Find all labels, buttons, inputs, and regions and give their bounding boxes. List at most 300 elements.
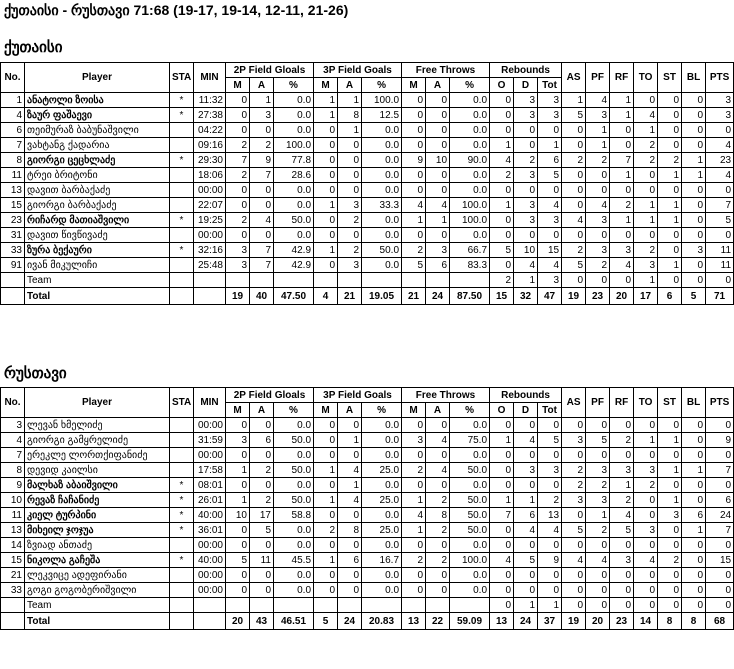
empty-cell	[450, 273, 490, 288]
empty-cell	[402, 273, 426, 288]
stat-p3: 25.0	[362, 463, 402, 478]
stat-mft: 0	[402, 168, 426, 183]
player-row	[1, 138, 734, 153]
stat-p3: 0.0	[362, 583, 402, 598]
total-stat-pft: 87.50	[450, 288, 490, 305]
player-number: 33	[1, 583, 25, 598]
stat-m2: 2	[226, 138, 250, 153]
stat-aft: 0	[426, 108, 450, 123]
stat-st: 0	[658, 93, 682, 108]
stat-a3: 3	[338, 258, 362, 273]
stat-pf: 1	[586, 123, 610, 138]
stat-p3: 0.0	[362, 123, 402, 138]
subheader-total: Tot	[538, 78, 562, 93]
empty-cell	[426, 598, 450, 613]
stat-aft: 8	[426, 508, 450, 523]
stat-d: 0	[514, 138, 538, 153]
stat-tot: 9	[538, 553, 562, 568]
header-row	[1, 63, 734, 78]
stat-aft: 0	[426, 568, 450, 583]
stat-to: 0	[634, 448, 658, 463]
stat-pts: 7	[706, 463, 734, 478]
stat-tot: 0	[538, 583, 562, 598]
stat-p3: 0.0	[362, 538, 402, 553]
stat-m3: 0	[314, 448, 338, 463]
starter-mark: *	[170, 243, 194, 258]
stat-st: 1	[658, 493, 682, 508]
stat-to: 3	[634, 523, 658, 538]
team-stat-st: 0	[658, 598, 682, 613]
player-name: კიელ ტურპინი	[25, 508, 170, 523]
stat-tot: 0	[538, 448, 562, 463]
subheader-total: Tot	[538, 403, 562, 418]
stat-st: 0	[658, 448, 682, 463]
stat-p2: 0.0	[274, 448, 314, 463]
stat-st: 2	[658, 553, 682, 568]
stat-p3: 0.0	[362, 228, 402, 243]
stat-a2: 5	[250, 523, 274, 538]
stat-p2: 50.0	[274, 433, 314, 448]
stat-p2: 0.0	[274, 418, 314, 433]
player-number: 9	[1, 478, 25, 493]
stat-o: 1	[490, 493, 514, 508]
stat-st: 1	[658, 463, 682, 478]
stat-tot: 4	[538, 258, 562, 273]
stat-pf: 4	[586, 198, 610, 213]
stat-aft: 3	[426, 243, 450, 258]
stat-as: 3	[562, 493, 586, 508]
empty-cell	[362, 598, 402, 613]
stat-rf: 1	[610, 478, 634, 493]
stat-pts: 5	[706, 213, 734, 228]
total-stat-st: 6	[658, 288, 682, 305]
minutes: 00:00	[194, 183, 226, 198]
stat-as: 2	[562, 463, 586, 478]
stat-d: 3	[514, 168, 538, 183]
stat-a3: 0	[338, 138, 362, 153]
subheader-attempted: A	[426, 403, 450, 418]
stat-o: 0	[490, 228, 514, 243]
stat-m3: 0	[314, 228, 338, 243]
team-stat-pts: 0	[706, 598, 734, 613]
stat-mft: 1	[402, 493, 426, 508]
stat-rf: 1	[610, 108, 634, 123]
stat-o: 0	[490, 538, 514, 553]
minutes: 31:59	[194, 433, 226, 448]
stat-pft: 100.0	[450, 198, 490, 213]
stat-p2: 0.0	[274, 538, 314, 553]
stat-pts: 15	[706, 553, 734, 568]
stat-p3: 33.3	[362, 198, 402, 213]
stat-a2: 6	[250, 433, 274, 448]
stat-p2: 28.6	[274, 168, 314, 183]
stat-pft: 0.0	[450, 138, 490, 153]
player-number: 4	[1, 108, 25, 123]
stat-pf: 0	[586, 583, 610, 598]
empty-cell	[1, 273, 25, 288]
stat-to: 0	[634, 568, 658, 583]
stat-to: 0	[634, 228, 658, 243]
stat-o: 0	[490, 448, 514, 463]
stat-pf: 0	[586, 448, 610, 463]
stat-m3: 0	[314, 583, 338, 598]
col-header-ft: Free Throws	[402, 388, 490, 403]
stat-pf: 2	[586, 153, 610, 168]
col-header-min: MIN	[194, 388, 226, 418]
stat-m3: 0	[314, 478, 338, 493]
player-name: დავით ბარბაქაძე	[25, 183, 170, 198]
stat-pft: 50.0	[450, 463, 490, 478]
stat-p3: 0.0	[362, 433, 402, 448]
col-header-no: No.	[1, 63, 25, 93]
stat-d: 3	[514, 108, 538, 123]
stat-mft: 0	[402, 183, 426, 198]
col-header-bl: BL	[682, 63, 706, 93]
player-number: 8	[1, 153, 25, 168]
stat-pft: 0.0	[450, 448, 490, 463]
stat-mft: 3	[402, 433, 426, 448]
stat-bl: 0	[682, 213, 706, 228]
empty-cell	[426, 273, 450, 288]
player-row	[1, 108, 734, 123]
starter-mark	[170, 138, 194, 153]
stat-p3: 25.0	[362, 493, 402, 508]
stat-aft: 2	[426, 493, 450, 508]
team-stat-as: 0	[562, 598, 586, 613]
stat-rf: 1	[610, 93, 634, 108]
stat-aft: 0	[426, 228, 450, 243]
total-stat-p2: 46.51	[274, 613, 314, 630]
stat-p3: 0.0	[362, 258, 402, 273]
stat-pf: 2	[586, 523, 610, 538]
stat-mft: 0	[402, 108, 426, 123]
stat-to: 1	[634, 213, 658, 228]
stat-p2: 50.0	[274, 493, 314, 508]
stat-as: 0	[562, 123, 586, 138]
empty-cell	[250, 273, 274, 288]
player-number: 6	[1, 123, 25, 138]
total-row	[1, 288, 734, 305]
stat-d: 4	[514, 258, 538, 273]
stat-a3: 0	[338, 583, 362, 598]
total-stat-pf: 20	[586, 613, 610, 630]
stat-pft: 0.0	[450, 123, 490, 138]
stat-to: 0	[634, 418, 658, 433]
stat-a2: 0	[250, 418, 274, 433]
minutes: 40:00	[194, 553, 226, 568]
stat-m2: 5	[226, 553, 250, 568]
stat-to: 2	[634, 153, 658, 168]
stat-to: 2	[634, 478, 658, 493]
col-header-2p: 2P Field Gloals	[226, 63, 314, 78]
stat-a3: 0	[338, 448, 362, 463]
starter-mark	[170, 433, 194, 448]
stat-a2: 0	[250, 478, 274, 493]
stat-mft: 2	[402, 553, 426, 568]
stat-p2: 42.9	[274, 243, 314, 258]
empty-cell	[194, 273, 226, 288]
stat-m2: 0	[226, 418, 250, 433]
total-stat-a3: 24	[338, 613, 362, 630]
stat-p3: 0.0	[362, 478, 402, 493]
stat-mft: 0	[402, 93, 426, 108]
stat-pts: 0	[706, 568, 734, 583]
total-row	[1, 613, 734, 630]
stat-pft: 0.0	[450, 568, 490, 583]
player-row	[1, 583, 734, 598]
stat-pts: 4	[706, 168, 734, 183]
stat-tot: 0	[538, 538, 562, 553]
stat-m3: 1	[314, 198, 338, 213]
stat-a2: 7	[250, 168, 274, 183]
stat-d: 0	[514, 183, 538, 198]
stat-bl: 6	[682, 508, 706, 523]
team-stat-bl: 0	[682, 273, 706, 288]
empty-cell	[250, 598, 274, 613]
stat-mft: 2	[402, 463, 426, 478]
team-stat-o: 0	[490, 598, 514, 613]
stat-pf: 3	[586, 463, 610, 478]
minutes: 00:00	[194, 583, 226, 598]
stat-aft: 0	[426, 448, 450, 463]
player-row	[1, 463, 734, 478]
stat-m2: 0	[226, 538, 250, 553]
stat-tot: 5	[538, 168, 562, 183]
stat-pts: 0	[706, 583, 734, 598]
empty-cell	[1, 288, 25, 305]
stat-as: 0	[562, 198, 586, 213]
empty-cell	[226, 598, 250, 613]
stat-to: 0	[634, 168, 658, 183]
stat-mft: 4	[402, 198, 426, 213]
stat-a2: 17	[250, 508, 274, 523]
empty-cell	[450, 598, 490, 613]
stat-pts: 0	[706, 123, 734, 138]
empty-cell	[170, 613, 194, 630]
stat-o: 0	[490, 523, 514, 538]
col-header-st: ST	[658, 388, 682, 418]
player-name: რევაზ ჩაჩანიძე	[25, 493, 170, 508]
stat-bl: 0	[682, 138, 706, 153]
stat-pf: 0	[586, 418, 610, 433]
col-header-pts: PTS	[706, 388, 734, 418]
stat-as: 0	[562, 168, 586, 183]
stat-d: 0	[514, 448, 538, 463]
stat-as: 1	[562, 93, 586, 108]
stat-st: 0	[658, 123, 682, 138]
subheader-percent: %	[362, 78, 402, 93]
stat-rf: 4	[610, 258, 634, 273]
stat-st: 0	[658, 568, 682, 583]
stat-tot: 15	[538, 243, 562, 258]
stat-p2: 50.0	[274, 213, 314, 228]
total-stat-a2: 43	[250, 613, 274, 630]
player-name: ანატოლი ზოისა	[25, 93, 170, 108]
stat-m2: 3	[226, 433, 250, 448]
stat-m3: 0	[314, 213, 338, 228]
stat-a2: 0	[250, 448, 274, 463]
stat-pft: 100.0	[450, 553, 490, 568]
player-number: 10	[1, 493, 25, 508]
stat-d: 0	[514, 418, 538, 433]
total-stat-mft: 21	[402, 288, 426, 305]
minutes: 25:48	[194, 258, 226, 273]
stat-a3: 0	[338, 168, 362, 183]
stat-m2: 3	[226, 258, 250, 273]
total-stat-m3: 4	[314, 288, 338, 305]
stat-st: 1	[658, 433, 682, 448]
starter-mark: *	[170, 553, 194, 568]
stat-p3: 16.7	[362, 553, 402, 568]
stat-pts: 11	[706, 243, 734, 258]
total-stat-as: 19	[562, 613, 586, 630]
stat-m2: 0	[226, 123, 250, 138]
stat-a3: 0	[338, 228, 362, 243]
stat-o: 0	[490, 568, 514, 583]
total-stat-m3: 5	[314, 613, 338, 630]
stat-as: 0	[562, 583, 586, 598]
stat-d: 6	[514, 508, 538, 523]
total-stat-st: 8	[658, 613, 682, 630]
stat-m3: 0	[314, 258, 338, 273]
minutes: 08:01	[194, 478, 226, 493]
minutes: 00:00	[194, 538, 226, 553]
player-name: მიხეილ ჯოჯუა	[25, 523, 170, 538]
total-stat-p3: 20.83	[362, 613, 402, 630]
player-number: 91	[1, 258, 25, 273]
stat-bl: 0	[682, 478, 706, 493]
player-name: ლევან ხმელიძე	[25, 418, 170, 433]
stat-pf: 3	[586, 108, 610, 123]
team-stat-bl: 0	[682, 598, 706, 613]
minutes: 29:30	[194, 153, 226, 168]
stat-m2: 0	[226, 583, 250, 598]
stat-tot: 5	[538, 433, 562, 448]
stat-p3: 0.0	[362, 168, 402, 183]
stat-to: 0	[634, 508, 658, 523]
player-name: გიორგი გამყრელიძე	[25, 433, 170, 448]
stat-pf: 4	[586, 93, 610, 108]
player-name: ტრეი ბრიტონი	[25, 168, 170, 183]
stat-p2: 0.0	[274, 478, 314, 493]
starter-mark: *	[170, 493, 194, 508]
player-row	[1, 433, 734, 448]
stat-rf: 4	[610, 508, 634, 523]
stat-rf: 3	[610, 243, 634, 258]
starter-mark: *	[170, 93, 194, 108]
col-header-sta: STA	[170, 388, 194, 418]
stat-pft: 0.0	[450, 183, 490, 198]
stat-st: 0	[658, 538, 682, 553]
stat-o: 1	[490, 138, 514, 153]
stat-a3: 6	[338, 553, 362, 568]
stat-as: 0	[562, 228, 586, 243]
player-name: ზვიად ანთაძე	[25, 538, 170, 553]
stat-p3: 0.0	[362, 508, 402, 523]
stat-aft: 0	[426, 478, 450, 493]
stat-to: 0	[634, 183, 658, 198]
box-score-table-home	[0, 62, 734, 305]
stat-mft: 0	[402, 123, 426, 138]
stat-pts: 0	[706, 538, 734, 553]
stat-bl: 0	[682, 108, 706, 123]
stat-tot: 6	[538, 153, 562, 168]
total-stat-pf: 23	[586, 288, 610, 305]
total-stat-rf: 20	[610, 288, 634, 305]
stat-aft: 0	[426, 583, 450, 598]
stat-aft: 0	[426, 168, 450, 183]
player-number: 4	[1, 433, 25, 448]
team-stat-pts: 0	[706, 273, 734, 288]
stat-bl: 0	[682, 538, 706, 553]
total-stat-o: 13	[490, 613, 514, 630]
stat-pts: 0	[706, 228, 734, 243]
stat-rf: 3	[610, 553, 634, 568]
stat-pts: 23	[706, 153, 734, 168]
stat-st: 2	[658, 153, 682, 168]
team-stat-d: 1	[514, 273, 538, 288]
col-header-st: ST	[658, 63, 682, 93]
stat-pf: 1	[586, 508, 610, 523]
stat-as: 3	[562, 433, 586, 448]
stat-bl: 0	[682, 448, 706, 463]
stat-m2: 0	[226, 183, 250, 198]
stat-a3: 8	[338, 108, 362, 123]
stat-d: 3	[514, 463, 538, 478]
subheader-made: M	[402, 403, 426, 418]
subheader-defensive: D	[514, 403, 538, 418]
player-name: თეიმურაზ ბაბუნაშვილი	[25, 123, 170, 138]
stat-o: 2	[490, 168, 514, 183]
stat-m3: 1	[314, 93, 338, 108]
col-header-as: AS	[562, 388, 586, 418]
stat-aft: 6	[426, 258, 450, 273]
stat-to: 0	[634, 493, 658, 508]
stat-m3: 0	[314, 168, 338, 183]
stat-rf: 0	[610, 568, 634, 583]
stat-a2: 1	[250, 93, 274, 108]
team-name-away: რუსთავი	[4, 365, 67, 382]
stat-aft: 0	[426, 93, 450, 108]
total-stat-tot: 47	[538, 288, 562, 305]
stat-a3: 1	[338, 478, 362, 493]
stat-as: 0	[562, 448, 586, 463]
stat-a2: 0	[250, 583, 274, 598]
col-header-as: AS	[562, 63, 586, 93]
team-stat-to: 1	[634, 273, 658, 288]
stat-pft: 83.3	[450, 258, 490, 273]
stat-d: 4	[514, 433, 538, 448]
total-stat-d: 24	[514, 613, 538, 630]
stat-to: 3	[634, 463, 658, 478]
subheader-attempted: A	[338, 78, 362, 93]
stat-d: 2	[514, 153, 538, 168]
col-header-3p: 3P Field Goals	[314, 388, 402, 403]
stat-a3: 2	[338, 213, 362, 228]
stat-a3: 1	[338, 123, 362, 138]
stat-p3: 12.5	[362, 108, 402, 123]
col-header-no: No.	[1, 388, 25, 418]
stat-p2: 45.5	[274, 553, 314, 568]
subheader-made: M	[226, 78, 250, 93]
stat-d: 0	[514, 568, 538, 583]
stat-p3: 0.0	[362, 418, 402, 433]
starter-mark	[170, 198, 194, 213]
subheader-percent: %	[450, 403, 490, 418]
stat-mft: 0	[402, 138, 426, 153]
stat-bl: 0	[682, 493, 706, 508]
stat-as: 0	[562, 538, 586, 553]
